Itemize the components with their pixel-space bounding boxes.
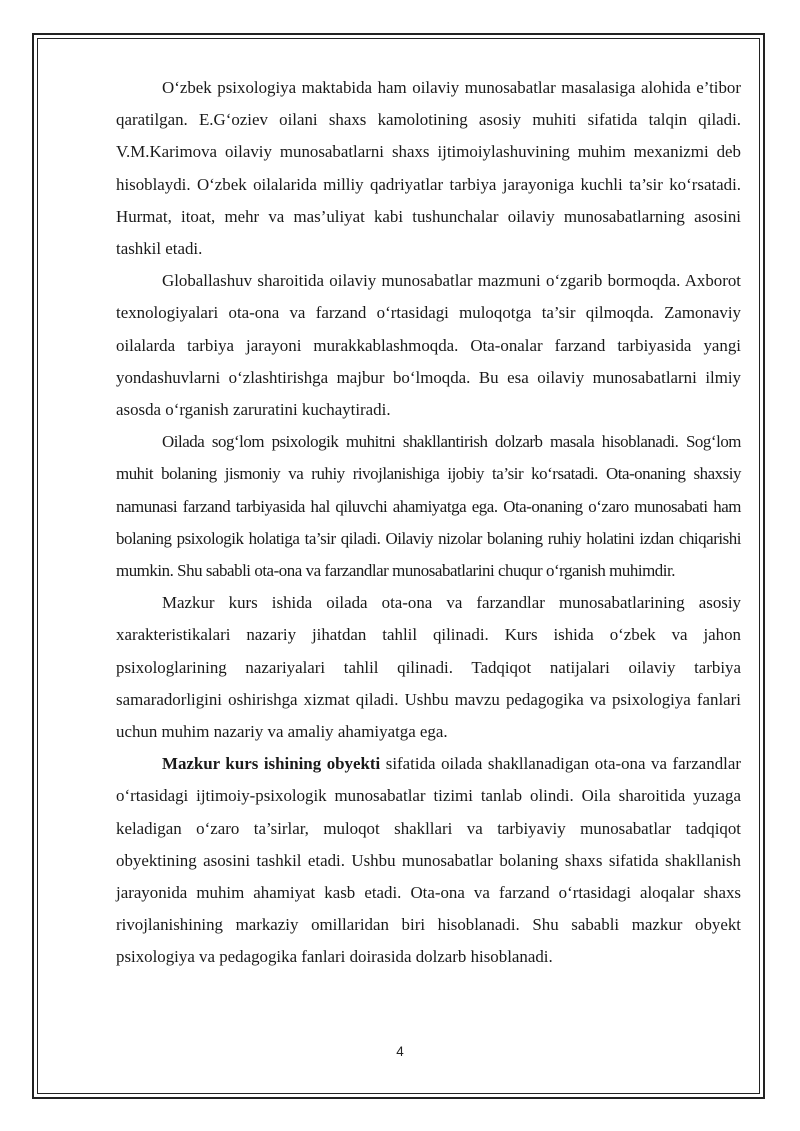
paragraph-uzbek-school: O‘zbek psixologiya maktabida ham oilaviy munosabatlar masalasiga alohida e’tibor qaratilgan. E.G‘oziev oilani shaxs kamolotining asosiy muhiti sifatida talqin qiladi. V.M.Karimova oilaviy munosabatlarni shaxs ijtimoiylashuvining muhim mexanizmi deb hisoblaydi. O‘zbek oilalarida milliy qadriyatlar tarbiya jarayoniga kuchli ta’sir ko‘rsatadi. Hurmat, itoat, mehr va mas’uliyat kabi tushunchalar oilaviy munosabatlarning asosini tashkil etadi. <box>116 78 741 259</box>
paragraph-globalization: Globallashuv sharoitida oilaviy munosabatlar mazmuni o‘zgarib bormoqda. Axborot texnologiyalari ota-ona va farzand o‘rtasidagi muloqotga ta’sir qilmoqda. Zamonaviy oilalarda tarbiya jarayoni murakkablashmoqda. Ota-onalar farzand tarbiyasida yangi yondashuvlarni o‘zlashtirishga majbur bo‘lmoqda. Bu esa oilaviy munosabatlarni ilmiy asosda o‘rganish zaruratini kuchaytiradi. <box>116 271 741 420</box>
paragraph-healthy-environment: Oilada sog‘lom psixologik muhitni shakllantirish dolzarb masala hisoblanadi. Sog‘lom muhit bolaning jismoniy va ruhiy rivojlanishiga ijobiy ta’sir ko‘rsatadi. Ota-onaning shaxsiy namunasi farzand tarbiyasida hal qiluvchi ahamiyatga ega. Ota-onaning o‘zaro munosabati ham bolaning psixologik holatiga ta’sir qiladi. Oilaviy nizolar bolaning ruhiy holatini izdan chiqarishi mumkin. Shu sababli ota-ona va farzandlar munosabatlarini chuqur o‘rganish muhimdir. <box>116 432 741 581</box>
research-object-lead: Mazkur kurs ishining obyekti <box>162 754 381 774</box>
research-object-text: sifatida oilada shakllanadigan ota-ona va farzandlar o‘rtasidagi ijtimoiy-psixologik munosabatlar tizimi tanlab olindi. Oila sharoitida yuzaga keladigan o‘zaro ta’sirlar, muloqot shakllari va tarbiyaviy munosabatlar tadqiqot obyektining asosini tashkil etadi. Ushbu munosabatlar bolaning shaxs sifatida shakllanish jarayonida muhim ahamiyat kasb etadi. Ota-ona va farzand o‘rtasidagi aloqalar shaxs rivojlanishining markaziy omillaridan biri hisoblanadi. Shu sababli mazkur obyekt psixologiya va pedagogika fanlari doirasida dolzarb hisoblanadi. <box>116 754 741 967</box>
paragraph-course-work-analysis: Mazkur kurs ishida oilada ota-ona va farzandlar munosabatlarining asosiy xarakteristikalari nazariy jihatdan tahlil qilinadi. Kurs ishida o‘zbek va jahon psixologlarining nazariyalari tahlil qilinadi. Tadqiqot natijalari oilaviy tarbiya samaradorligini oshirishga xizmat qiladi. Ushbu mavzu pedagogika va psixologiya fanlari uchun muhim nazariy va amaliy ahamiyatga ega. <box>116 593 741 742</box>
page-number: 4 <box>396 1044 404 1059</box>
document-body <box>116 72 741 974</box>
paragraph-research-object <box>116 748 741 973</box>
